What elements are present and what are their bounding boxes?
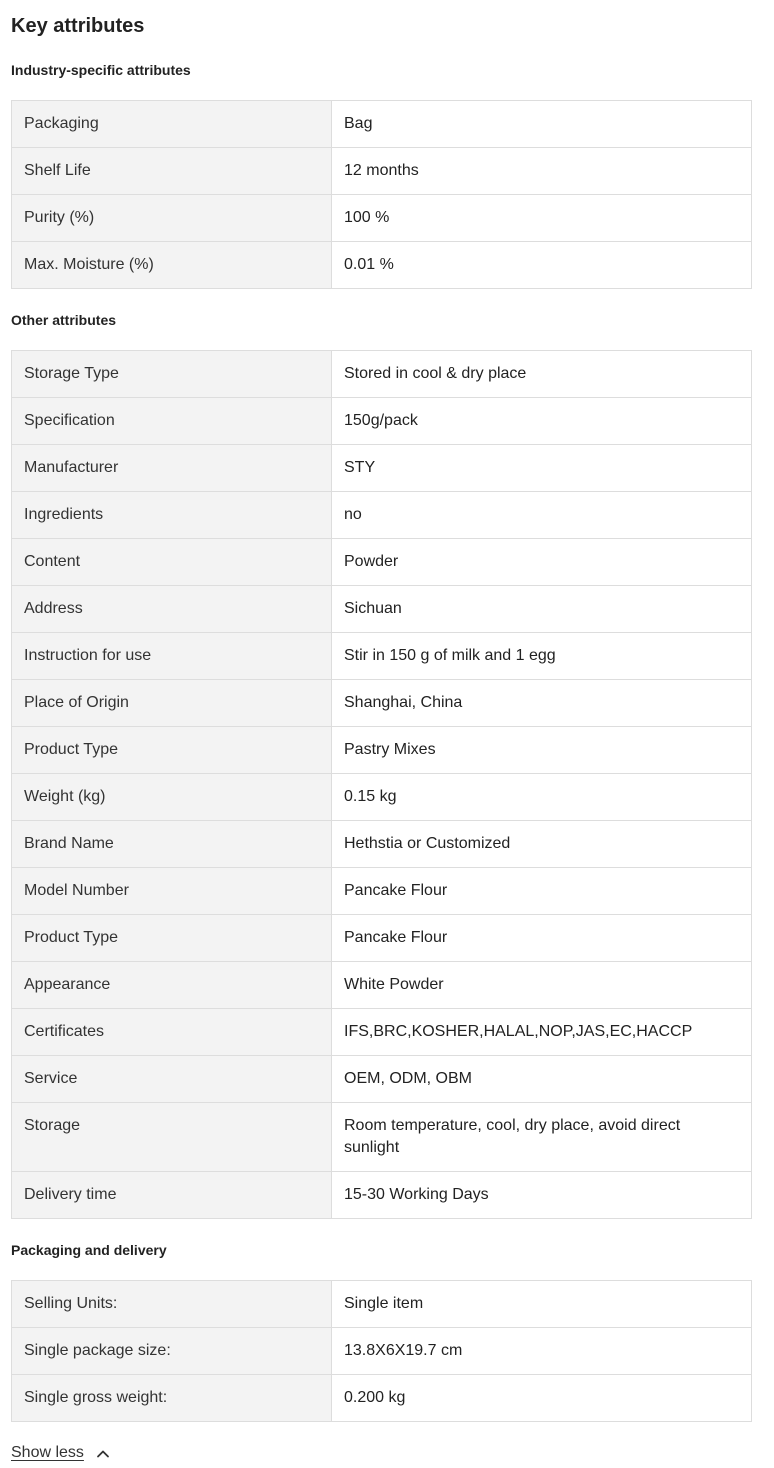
attribute-key: Weight (kg) <box>12 774 332 821</box>
attribute-key: Service <box>12 1056 332 1103</box>
attribute-value: Bag <box>332 101 752 148</box>
attribute-key: Model Number <box>12 868 332 915</box>
attribute-value: 0.15 kg <box>332 774 752 821</box>
attribute-value: Hethstia or Customized <box>332 821 752 868</box>
attribute-value: Shanghai, China <box>332 680 752 727</box>
attribute-value: White Powder <box>332 962 752 1009</box>
attribute-value: Single item <box>332 1281 752 1328</box>
attribute-key: Content <box>12 539 332 586</box>
attribute-key: Brand Name <box>12 821 332 868</box>
section-heading-industry-specific: Industry-specific attributes <box>11 62 191 78</box>
show-less-toggle[interactable] <box>11 1442 110 1464</box>
attribute-row <box>12 586 752 633</box>
attribute-row <box>12 868 752 915</box>
attribute-key: Product Type <box>12 915 332 962</box>
attribute-value: Pancake Flour <box>332 915 752 962</box>
attribute-row <box>12 962 752 1009</box>
attributes-table-body <box>12 1281 752 1422</box>
attribute-key: Manufacturer <box>12 445 332 492</box>
attribute-value: 12 months <box>332 148 752 195</box>
attribute-row <box>12 1056 752 1103</box>
attribute-key: Selling Units: <box>12 1281 332 1328</box>
attribute-row <box>12 398 752 445</box>
attribute-key: Product Type <box>12 727 332 774</box>
attribute-row <box>12 1328 752 1375</box>
attribute-value: Sichuan <box>332 586 752 633</box>
attribute-value: 13.8X6X19.7 cm <box>332 1328 752 1375</box>
attribute-row <box>12 195 752 242</box>
attribute-value: Powder <box>332 539 752 586</box>
attribute-key: Appearance <box>12 962 332 1009</box>
attribute-key: Ingredients <box>12 492 332 539</box>
attribute-row <box>12 1009 752 1056</box>
attribute-value: 150g/pack <box>332 398 752 445</box>
attribute-row <box>12 492 752 539</box>
attribute-value: IFS,BRC,KOSHER,HALAL,NOP,JAS,EC,HACCP <box>332 1009 752 1056</box>
attribute-row <box>12 242 752 289</box>
attribute-row <box>12 821 752 868</box>
attribute-value: Room temperature, cool, dry place, avoid direct sunlight <box>332 1103 752 1172</box>
attribute-value: no <box>332 492 752 539</box>
attribute-key: Single gross weight: <box>12 1375 332 1422</box>
attribute-key: Max. Moisture (%) <box>12 242 332 289</box>
attribute-value: Stir in 150 g of milk and 1 egg <box>332 633 752 680</box>
attribute-value: 0.01 % <box>332 242 752 289</box>
attribute-row <box>12 1375 752 1422</box>
attribute-key: Purity (%) <box>12 195 332 242</box>
attribute-row <box>12 1103 752 1172</box>
attribute-row <box>12 101 752 148</box>
attribute-key: Certificates <box>12 1009 332 1056</box>
attribute-value: 100 % <box>332 195 752 242</box>
attribute-key: Place of Origin <box>12 680 332 727</box>
attribute-value: Pancake Flour <box>332 868 752 915</box>
attribute-row <box>12 727 752 774</box>
attribute-value: STY <box>332 445 752 492</box>
attribute-value: Pastry Mixes <box>332 727 752 774</box>
attribute-row <box>12 148 752 195</box>
attribute-key: Storage <box>12 1103 332 1172</box>
attributes-table-body <box>12 101 752 289</box>
attribute-row <box>12 445 752 492</box>
attribute-row <box>12 633 752 680</box>
attribute-row <box>12 1172 752 1219</box>
attribute-key: Address <box>12 586 332 633</box>
attribute-value: 15-30 Working Days <box>332 1172 752 1219</box>
attribute-value: OEM, ODM, OBM <box>332 1056 752 1103</box>
attribute-key: Single package size: <box>12 1328 332 1375</box>
attribute-key: Instruction for use <box>12 633 332 680</box>
attribute-row <box>12 680 752 727</box>
attribute-key: Specification <box>12 398 332 445</box>
chevron-up-icon[interactable] <box>96 1446 110 1460</box>
attribute-row <box>12 351 752 398</box>
attribute-value: Stored in cool & dry place <box>332 351 752 398</box>
attribute-value: 0.200 kg <box>332 1375 752 1422</box>
attribute-row <box>12 539 752 586</box>
attribute-key: Storage Type <box>12 351 332 398</box>
industry-attributes-table <box>11 100 752 289</box>
section-heading-packaging-delivery: Packaging and delivery <box>11 1242 167 1258</box>
other-attributes-table <box>11 350 752 1219</box>
packaging-delivery-table <box>11 1280 752 1422</box>
attribute-row <box>12 1281 752 1328</box>
attribute-row <box>12 774 752 821</box>
attribute-key: Shelf Life <box>12 148 332 195</box>
page-title: Key attributes <box>11 15 145 37</box>
attribute-row <box>12 915 752 962</box>
section-heading-other-attributes: Other attributes <box>11 312 117 328</box>
attributes-table-body <box>12 351 752 1219</box>
attribute-key: Delivery time <box>12 1172 332 1219</box>
attribute-key: Packaging <box>12 101 332 148</box>
show-less-label[interactable]: Show less <box>11 1444 84 1461</box>
